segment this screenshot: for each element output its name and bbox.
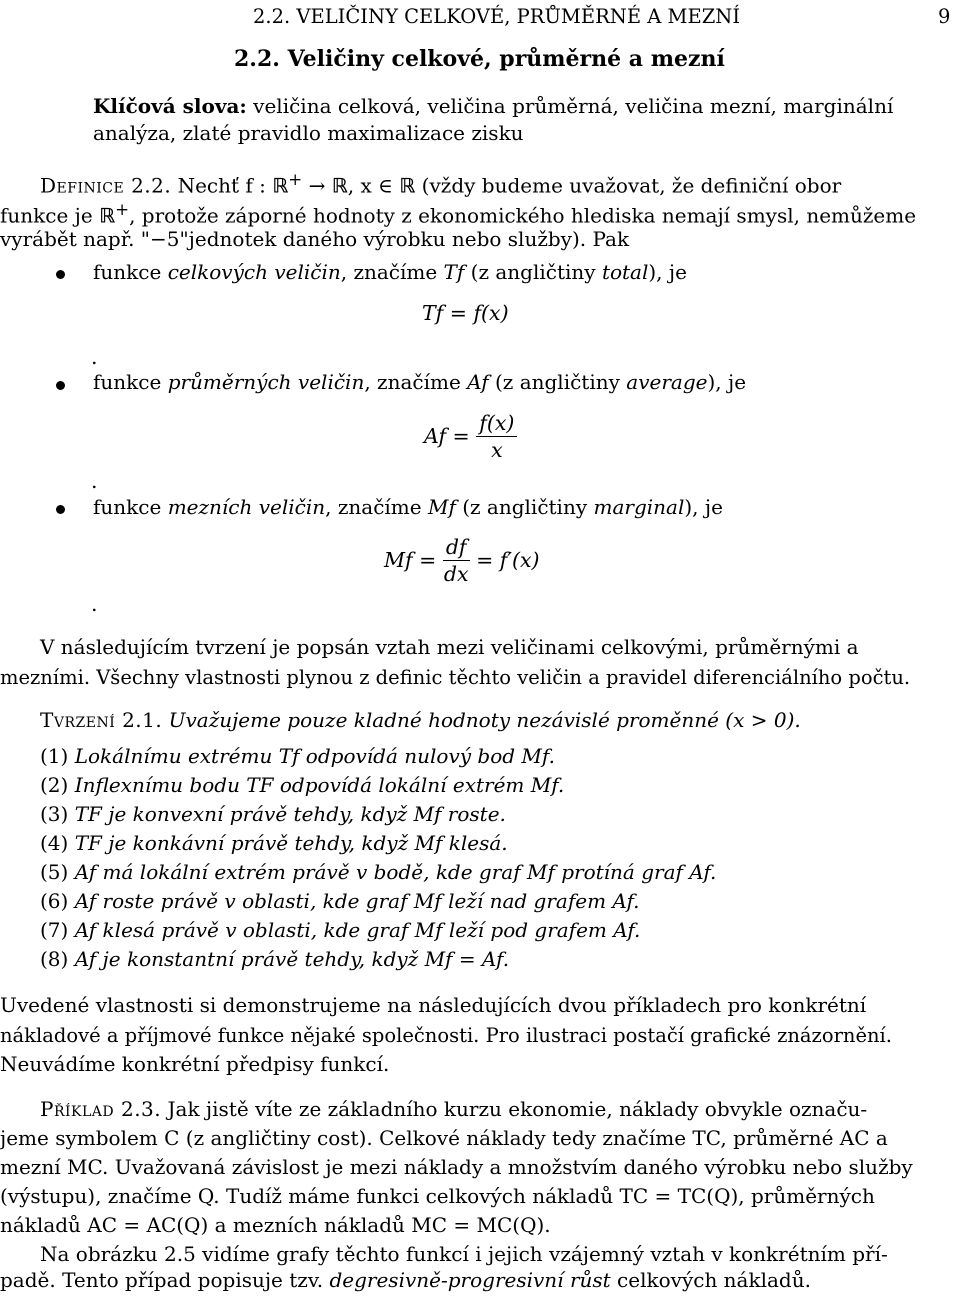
fraction-numerator: df	[443, 534, 470, 561]
demo-line-1: Uvedené vlastnosti si demonstrujeme na následujících dvou příkladech pro konkrétní	[0, 993, 867, 1017]
blackboard-r-symbol: ℝ	[399, 173, 416, 198]
equation-lhs: Af =	[424, 424, 470, 448]
definition-text: , protože záporné hodnoty z ekonomického hlediska nemají smysl, nemůžeme	[129, 203, 917, 228]
superscript-plus: +	[115, 200, 130, 219]
item-text: ), je	[707, 370, 747, 394]
item-number: (2)	[40, 773, 69, 797]
page-number: 9	[938, 5, 951, 28]
item-text: TF je konvexní právě tehdy, když Mf roste.	[74, 802, 506, 826]
item-symbol: Af	[467, 370, 489, 394]
item-number: (3)	[40, 802, 69, 826]
item-english: total	[601, 260, 649, 284]
item-text: , značíme	[325, 495, 428, 519]
theorem-label: Tvrzení 2.1.	[40, 708, 163, 732]
keywords	[93, 92, 893, 121]
item-term: celkových veličin	[167, 260, 341, 284]
theorem-item	[40, 771, 564, 800]
equation-total: Tf = f(x)	[422, 301, 509, 325]
item-number: (7)	[40, 918, 69, 942]
theorem-item	[40, 945, 509, 974]
example-text: Jak jistě víte ze základního kurzu ekonomie, náklady obvykle označu-	[167, 1097, 868, 1121]
item-english: marginal	[593, 495, 685, 519]
item-text: Af roste právě v oblasti, kde graf Mf leží nad grafem Af.	[74, 889, 640, 913]
list-item	[93, 493, 723, 522]
theorem-statement: Uvažujeme pouze kladné hodnoty nezávislé proměnné (x > 0).	[168, 708, 801, 732]
item-english: average	[626, 370, 708, 394]
keywords-line2: analýza, zlaté pravidlo maximalizace zisku	[93, 121, 524, 145]
definition-text-c: , x ∈	[347, 173, 400, 198]
definition-label: Definice 2.2.	[40, 173, 172, 198]
item-text: , značíme	[364, 370, 468, 394]
fraction-denominator: dx	[443, 562, 469, 586]
definition-text-b: →	[302, 173, 332, 198]
theorem-item	[40, 858, 716, 887]
fraction	[476, 410, 517, 463]
keywords-line1: veličina celková, veličina průměrná, veličina mezní, marginální	[253, 94, 894, 118]
equation-lhs: Mf =	[384, 548, 437, 572]
item-text: funkce	[93, 495, 168, 519]
section-title: 2.2. Veličiny celkové, průměrné a mezní	[234, 46, 725, 72]
example-line-3: mezní MC. Uvažovaná závislost je mezi náklady a množstvím daného výrobku nebo služby	[0, 1155, 913, 1179]
item-text: Lokálnímu extrému Tf odpovídá nulový bod Mf.	[74, 744, 555, 768]
superscript-plus: +	[288, 170, 303, 189]
intro-line-1: V následujícím tvrzení je popsán vztah mezi veličinami celkovými, průměrnými a	[40, 635, 859, 659]
equation-marginal	[384, 534, 540, 587]
blackboard-r-symbol: ℝ	[99, 203, 116, 228]
bullet-icon	[56, 381, 65, 390]
example-line-1	[40, 1095, 867, 1124]
item-number: (8)	[40, 947, 69, 971]
item-text: funkce	[93, 370, 168, 394]
item-term: mezních veličin	[167, 495, 326, 519]
example-text: celkových nákladů.	[610, 1268, 811, 1292]
example-term: degresivně-progresivní růst	[329, 1268, 611, 1292]
theorem-item	[40, 742, 555, 771]
intro-line-2: mezními. Všechny vlastnosti plynou z definic těchto veličin a pravidel diferenciálního počtu.	[0, 666, 911, 689]
example-line-4: (výstupu), značíme Q. Tudíž máme funkci celkových nákladů TC = TC(Q), průměrných	[0, 1184, 875, 1208]
item-text: (z angličtiny	[464, 260, 602, 284]
definition-text: funkce je	[0, 203, 100, 228]
definition-text-d: (vždy budeme uvažovat, že definiční obor	[415, 173, 842, 198]
example-line-6: Na obrázku 2.5 vidíme grafy těchto funkcí i jejich vzájemný vztah v konkrétním pří-	[40, 1242, 888, 1266]
item-text: , značíme	[340, 260, 444, 284]
equation-rhs: = f′(x)	[476, 548, 540, 572]
theorem-item	[40, 887, 640, 916]
bullet-icon	[56, 270, 65, 279]
item-text: (z angličtiny	[455, 495, 594, 519]
item-text: funkce	[93, 260, 168, 284]
list-item	[93, 258, 687, 287]
item-text: Af je konstantní právě tehdy, když Mf = Af.	[74, 947, 510, 971]
item-term: průměrných veličin	[167, 370, 365, 394]
keywords-label: Klíčová slova:	[93, 94, 247, 118]
item-text: Af klesá právě v oblasti, kde graf Mf leží pod grafem Af.	[74, 918, 641, 942]
fraction-denominator: x	[491, 438, 503, 462]
item-text: (z angličtiny	[488, 370, 627, 394]
equation-average	[424, 410, 517, 463]
item-number: (5)	[40, 860, 69, 884]
item-number: (1)	[40, 744, 69, 768]
theorem-item	[40, 916, 640, 945]
theorem-item	[40, 829, 508, 858]
equation-terminator: .	[91, 592, 98, 616]
bullet-icon	[56, 505, 65, 514]
item-symbol: Tf	[443, 260, 465, 284]
item-symbol: Mf	[427, 495, 456, 519]
running-header: 2.2. VELIČINY CELKOVÉ, PRŮMĚRNÉ A MEZNÍ	[253, 5, 741, 28]
item-text: ), je	[648, 260, 687, 284]
item-number: (4)	[40, 831, 69, 855]
blackboard-r-symbol: ℝ	[331, 173, 348, 198]
equation-terminator: .	[91, 469, 98, 493]
example-label: Příklad 2.3.	[40, 1097, 162, 1121]
item-text: Inflexnímu bodu TF odpovídá lokální extrém Mf.	[74, 773, 565, 797]
theorem-heading	[40, 706, 801, 735]
item-text: Af má lokální extrém právě v bodě, kde graf Mf protíná graf Af.	[74, 860, 717, 884]
item-text: ), je	[684, 495, 723, 519]
fraction-numerator: f(x)	[476, 410, 517, 437]
example-line-7	[0, 1266, 811, 1295]
example-text: padě. Tento případ popisuje tzv.	[0, 1268, 330, 1292]
demo-line-2: nákladové a příjmové funkce nějaké společnosti. Pro ilustraci postačí grafické znázornění.	[0, 1024, 892, 1047]
definition-text-a: Nechť f :	[177, 173, 273, 198]
definition-line-3: vyrábět např. "−5"jednotek daného výrobku nebo služby). Pak	[0, 227, 630, 251]
example-line-5: nákladů AC = AC(Q) a mezních nákladů MC = MC(Q).	[0, 1213, 551, 1237]
item-text: TF je konkávní právě tehdy, když Mf klesá.	[74, 831, 508, 855]
list-item	[93, 368, 746, 397]
item-number: (6)	[40, 889, 69, 913]
example-line-2: jeme symbolem C (z angličtiny cost). Celkové náklady tedy značíme TC, průměrné AC a	[0, 1126, 888, 1150]
fraction	[443, 534, 470, 587]
equation-terminator: .	[91, 345, 98, 369]
blackboard-r-symbol: ℝ	[272, 173, 289, 198]
theorem-item	[40, 800, 506, 829]
demo-line-3: Neuvádíme konkrétní předpisy funkcí.	[0, 1052, 390, 1076]
